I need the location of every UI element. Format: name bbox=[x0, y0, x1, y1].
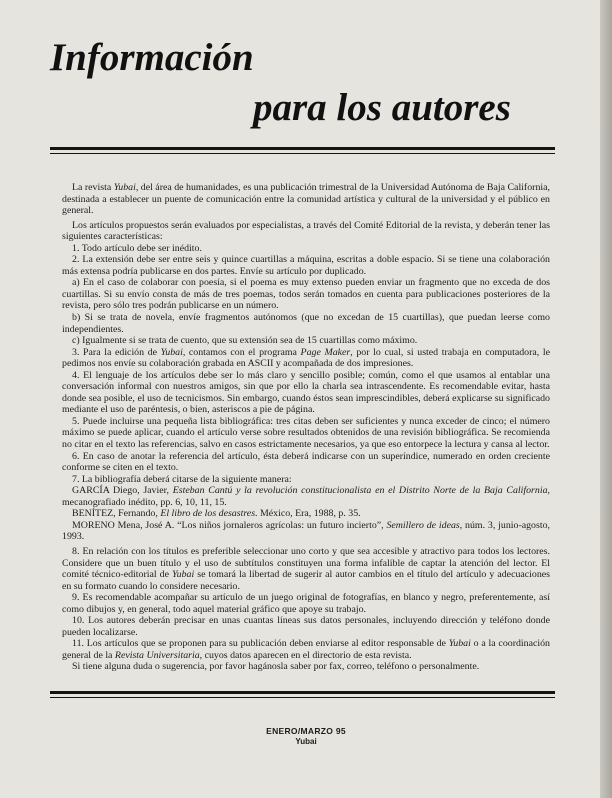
paragraph-item-2: 2. La extensión debe ser entre seis y quince cuartillas a máquina, escritas a doble espacio. Si se tiene una colaboración más extensa podría publicarse en dos partes. Envíe su artículo por duplicado. bbox=[62, 254, 550, 277]
paragraph-item-6: 6. En caso de anotar la referencia del artículo, ésta deberá indicarse con un superíndice, numerado en orden creciente conforme se citen en el texto. bbox=[62, 450, 550, 474]
bibliography-entry-1: GARCÍA Diego, Javier, Esteban Cantú y la revolución constitucionalista en el Distrito Norte de la Baja California, mecanografiado inédito, pp. 6, 10, 11, 15. bbox=[62, 485, 550, 508]
paragraph-item-7: 7. La bibliografía deberá citarse de la siguiente manera: bbox=[72, 473, 292, 485]
bottom-rule-thin bbox=[50, 697, 555, 698]
footer-magazine-name: Yubai bbox=[295, 737, 317, 746]
paragraph-item-8: 8. En relación con los títulos es preferible seleccionar uno corto y que sea accesible y atractivo para todos los lectores. Considere que un buen título y el uso de subtítulos constituyen una forma infalible de captar la atención del lector. El comité técnico-editorial de Yubai se tomará la libertad de sugerir al autor cambios en el título del artículo y adecuaciones en su formato cuando lo considere necesario. bbox=[62, 545, 551, 592]
paragraph-intro: La revista Yubai, del área de humanidades, es una publicación trimestral de la Universidad Autónoma de Baja California, destinada a establecer un puente de comunicación entre la comunidad artística y cultural de la universidad y el público en general. bbox=[62, 182, 550, 217]
page-title-line-1: Información bbox=[50, 36, 254, 79]
paragraph-item-4: 4. El lenguaje de los artículos debe ser lo más claro y sencillo posible; común, como el que usamos al entablar una conversación informal con nuestros amigos, sin que por ello la charla sea intrascendente. Es recomendable evitar, hasta donde sea posible, el uso de tecnicismos. Sin embargo, cuando éstos sean imprescindibles, deberá explicarse su significado mediante el uso de paréntesis, o bien, asteriscos a pie de página. bbox=[62, 369, 550, 416]
paragraph-closing: Si tiene alguna duda o sugerencia, por favor hagánosla saber por fax, correo, teléfono o personalmente. bbox=[72, 661, 480, 673]
top-rule-thin bbox=[50, 153, 555, 154]
paragraph-item-2c: c) Igualmente si se trata de cuento, que su extensión sea de 15 cuartillas como máximo. bbox=[72, 335, 418, 347]
top-rule-thick bbox=[50, 147, 555, 150]
page-edge-shadow bbox=[600, 0, 612, 798]
paragraph-item-2a: a) En el caso de colaborar con poesía, si el poema es muy extenso pueden enviar un fragmento que no exceda de dos cuartillas. Si su envío consta de más de tres poemas, todos serán tomados en cuenta para publicaciones posteriores de la revista, pero sólo tres podrán publicarse en un número. bbox=[62, 277, 550, 312]
footer-issue-date: ENERO/MARZO 95 bbox=[266, 726, 346, 736]
paragraph-item-3: 3. Para la edición de Yubai, contamos con el programa Page Maker, por lo cual, si usted trabaja en computadora, le pedimos nos envíe su colaboración grabada en ASCII y acompañada de dos impresiones. bbox=[62, 346, 550, 370]
paragraph-item-1: 1. Todo artículo debe ser inédito. bbox=[72, 242, 202, 254]
paragraph-item-2b: b) Si se trata de novela, envíe fragmentos autónomos (que no excedan de 15 cuartillas), que puedan leerse como independientes. bbox=[62, 312, 550, 335]
bottom-rule-thick bbox=[50, 691, 555, 694]
page-title-line-2: para los autores bbox=[253, 86, 511, 129]
article-body bbox=[62, 182, 550, 673]
paragraph-item-9: 9. Es recomendable acompañar su artículo de un juego original de fotografías, en blanco y negro, preferentemente, así como dibujos y, en general, todo aquel material gráfico que apoye su trabajo. bbox=[62, 592, 550, 615]
paragraph-item-10: 10. Los autores deberán precisar en unas cuantas líneas sus datos personales, incluyendo dirección y teléfono donde pueden localizarse. bbox=[62, 615, 550, 638]
paragraph-item-11: 11. Los artículos que se proponen para su publicación deben enviarse al editor responsable de Yubai o a la coordinación general de la Revista Universitaria, cuyos datos aparecen en el directorio de esta revista. bbox=[62, 638, 550, 661]
paragraph-item-5: 5. Puede incluirse una pequeña lista bibliográfica: tres citas deben ser suficientes y nunca exceder de cinco; el número máximo se puede aplicar, cuando el artículo verse sobre resultados obtenidos de una revisión bibliográfica. Se recomienda no citar en el texto las referencias, salvo en casos estrictamente necesarios, ya que eso entorpece la lectura y cansa al lector. bbox=[62, 415, 550, 451]
bibliography-entry-3: MORENO Mena, José A. “Los niños jornaleros agrícolas: un futuro incierto”, Semillero de ideas, núm. 3, junio-agosto, 1993. bbox=[62, 519, 550, 543]
bibliography-entry-2: BENÍTEZ, Fernando, El libro de los desastres. México, Era, 1988, p. 35. bbox=[72, 508, 361, 520]
paragraph-evaluation: Los artículos propuestos serán evaluados por especialistas, a través del Comité Editorial de la revista, y deberán tener las siguientes características: bbox=[62, 219, 550, 243]
